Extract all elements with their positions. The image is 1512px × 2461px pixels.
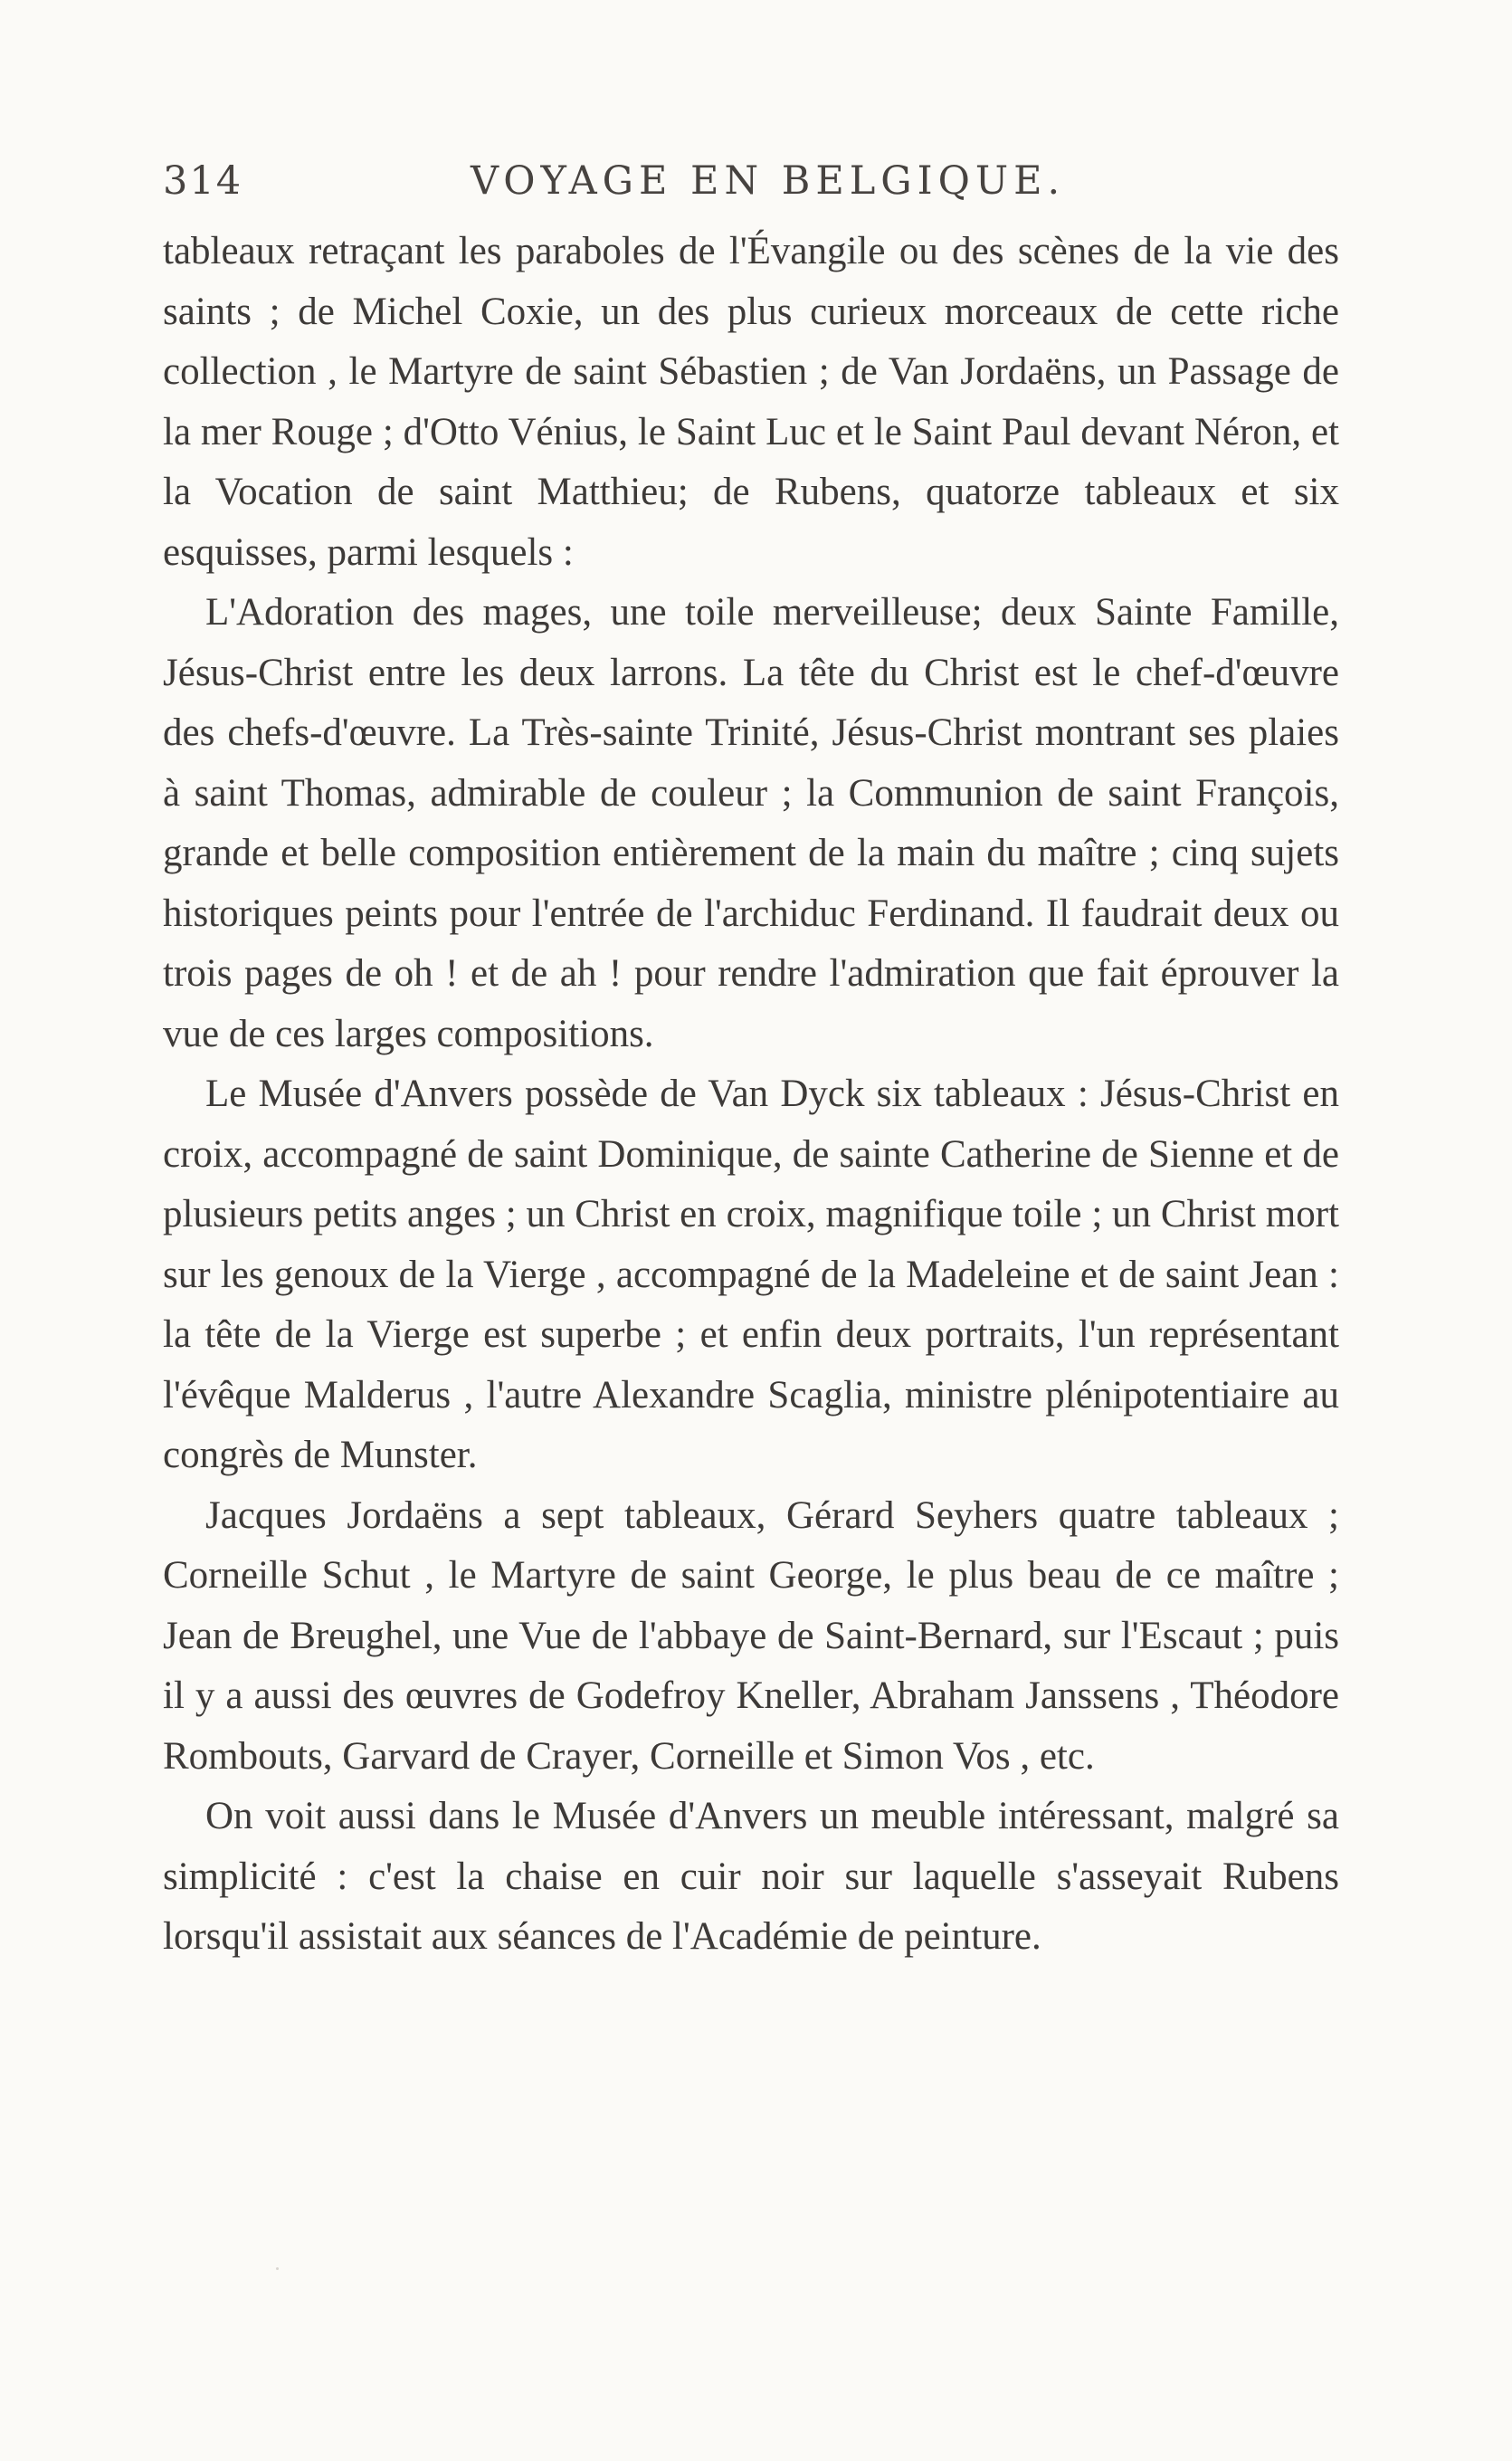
paragraph-1: tableaux retraçant les paraboles de l'Évangile ou des scènes de la vie des saints ; de Michel Coxie, un des plus curieux morceaux de cette riche collection , le Martyre de saint Sébastien ; de Van Jordaëns, un Passage de la mer Rouge ; d'Otto Vénius, le Saint Luc et le Saint Paul devant Néron, et la Vocation de saint Matthieu; de Rubens, quatorze tableaux et six esquisses, parmi lesquels :: [163, 230, 1339, 574]
body-text: [163, 222, 1339, 1968]
paragraph-5: On voit aussi dans le Musée d'Anvers un meuble intéressant, malgré sa simplicité : c'est la chaise en cuir noir sur laquelle s'asseyait Rubens lorsqu'il assistait aux séances de l'Académie de peinture.: [163, 1795, 1339, 1958]
paragraph-3: Le Musée d'Anvers possède de Van Dyck six tableaux : Jésus-Christ en croix, accompagné de saint Dominique, de sainte Catherine de Sienne et de plusieurs petits anges ; un Christ en croix, magnifique toile ; un Christ mort sur les genoux de la Vierge , accompagné de la Madeleine et de saint Jean : la tête de la Vierge est superbe ; et enfin deux portraits, l'un représentant l'évêque Malderus , l'autre Alexandre Scaglia, ministre plénipotentiaire au congrès de Munster.: [163, 1073, 1339, 1476]
paragraph-4: Jacques Jordaëns a sept tableaux, Gérard Seyhers quatre tableaux ; Corneille Schut , le Martyre de saint George, le plus beau de ce maître ; Jean de Breughel, une Vue de l'abbaye de Saint-Bernard, sur l'Escaut ; puis il y a aussi des œuvres de Godefroy Kneller, Abraham Janssens , Théodore Rombouts, Garvard de Crayer, Corneille et Simon Vos , etc.: [163, 1493, 1339, 1778]
running-title: VOYAGE EN BELGIQUE.: [471, 158, 1066, 204]
page-number: 314: [163, 158, 243, 204]
paper-speck: [276, 2267, 279, 2270]
paragraph-2: L'Adoration des mages, une toile merveilleuse; deux Sainte Famille, Jésus-Christ entre les deux larrons. La tête du Christ est le chef-d'œuvre des chefs-d'œuvre. La Très-sainte Trinité, Jésus-Christ montrant ses plaies à saint Thomas, admirable de couleur ; la Communion de saint François, grande et belle composition entièrement de la main du maître ; cinq sujets historiques peints pour l'entrée de l'archiduc Ferdinand. Il faudrait deux ou trois pages de oh ! et de ah ! pour rendre l'admiration que fait éprouver la vue de ces larges compositions.: [163, 591, 1339, 1055]
running-head: [163, 154, 1339, 217]
